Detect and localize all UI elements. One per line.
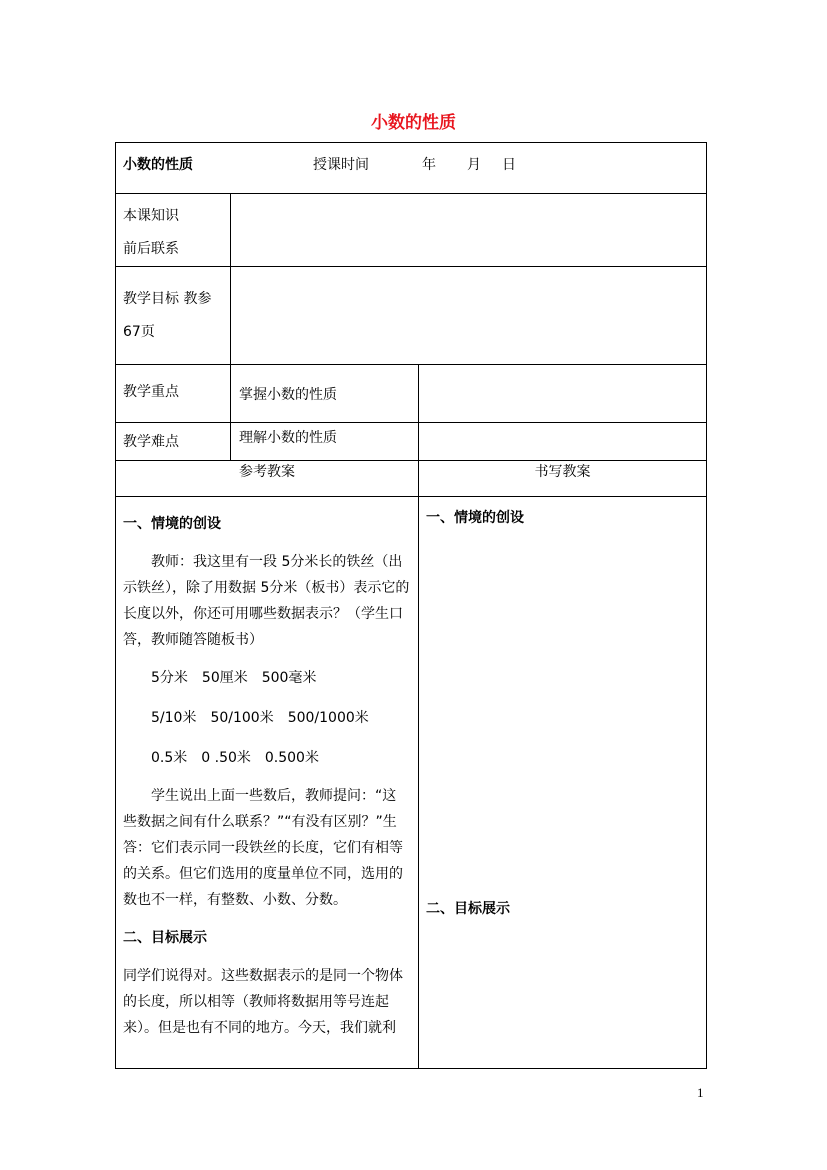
month-label: 月 (467, 157, 481, 173)
paragraph: 同学们说得对。这些数据表示的是同一个物体的长度，所以相等（教师将数据用等号连起来）。但是也有不同的地方。今天，我们就利 (123, 968, 403, 1036)
key-point-row (116, 365, 707, 423)
section-heading: 一、情境的创设 (426, 510, 524, 526)
goal-row (116, 267, 707, 365)
lesson-plan-table (115, 142, 707, 1069)
equation-line: 5分米 50厘米 500毫米 (151, 670, 317, 686)
year-label: 年 (422, 157, 436, 173)
section-heading: 二、目标展示 (426, 901, 510, 917)
difficulty-row (116, 423, 707, 461)
knowledge-value (231, 194, 707, 267)
difficulty-value: 理解小数的性质 (231, 423, 419, 461)
day-label: 日 (502, 157, 516, 173)
page-number: 1 (697, 1085, 704, 1100)
key-point-value: 掌握小数的性质 (231, 365, 419, 423)
plan-body-row (116, 497, 707, 1069)
writing-plan (419, 497, 707, 1069)
knowledge-row (116, 194, 707, 267)
header-row (116, 143, 707, 194)
paragraph: 学生说出上面一些数后，教师提问：“这些数据之间有什么联系？”“有没有区别？”生答：它们表示同一段铁丝的长度，它们有相等的关系。但它们选用的度量单位不同，选用的数也不一样，有整数、小数、分数。 (123, 788, 403, 908)
section-heading: 二、目标展示 (123, 930, 207, 946)
knowledge-label: 本课知识 前后联系 (116, 194, 231, 267)
difficulty-notes (419, 423, 707, 461)
equation-line: 0.5米 0 .50米 0.500米 (151, 750, 319, 766)
reference-plan (116, 497, 419, 1069)
goal-value (231, 267, 707, 365)
time-label: 授课时间 (313, 157, 369, 173)
writing-header: 书写教案 (419, 461, 707, 497)
section-heading: 一、情境的创设 (123, 516, 221, 532)
equation-line: 5/10米 50/100米 500/1000米 (151, 710, 369, 726)
lesson-name: 小数的性质 (123, 157, 193, 173)
goal-label: 教学目标 教参 67页 (116, 267, 231, 365)
paragraph: 教师：我这里有一段 5分米长的铁丝（出示铁丝），除了用数据 5分米（板书）表示它的长度以外，你还可用哪些数据表示？（学生口答，教师随答随板书） (123, 554, 410, 648)
difficulty-label: 教学难点 (116, 423, 231, 461)
key-point-label: 教学重点 (116, 365, 231, 423)
key-point-notes (419, 365, 707, 423)
column-header-row (116, 461, 707, 497)
document-title: 小数的性质 (371, 113, 456, 133)
reference-header: 参考教案 (116, 461, 419, 497)
